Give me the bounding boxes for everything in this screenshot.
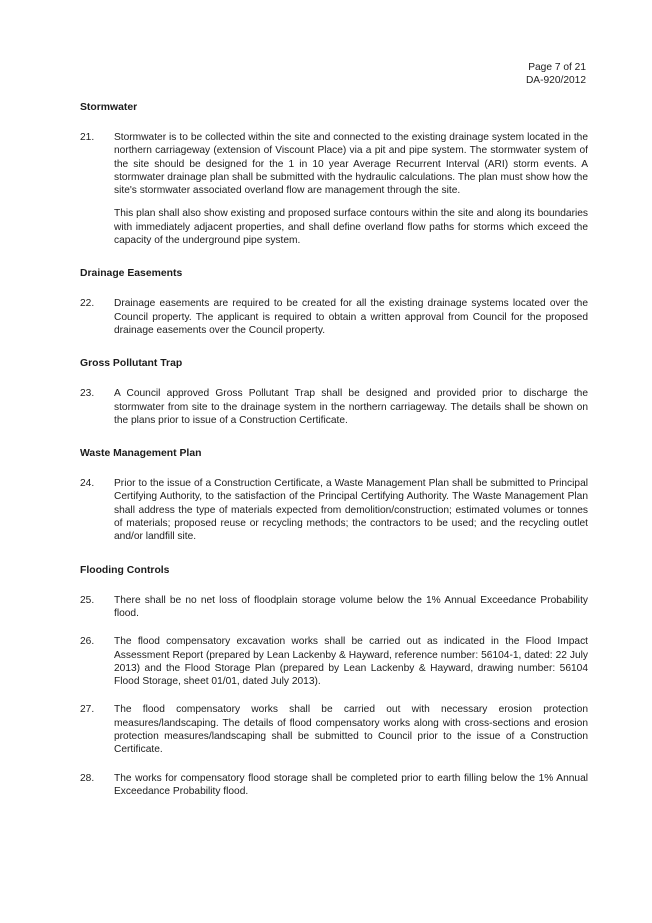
condition-item-23 <box>80 387 588 427</box>
condition-item-25 <box>80 594 588 621</box>
condition-text: The flood compensatory excavation works shall be carried out as indicated in the Flood Impact Assessment Report (prepared by Lean Lackenby & Hayward, reference number: 56104-1, dated: 22 July 2013) and the Flood Storage Plan (prepared by Lean Lackenby & Hayward, drawing number: 56104 Flood Storage, sheet 01/01, dated July 2013). <box>114 636 588 688</box>
condition-item-27 <box>80 703 588 756</box>
condition-number: 25. <box>80 594 95 606</box>
condition-number: 23. <box>80 388 95 400</box>
section-flooding-controls <box>80 564 588 799</box>
condition-number: 24. <box>80 478 95 490</box>
condition-text: Prior to the issue of a Construction Certificate, a Waste Management Plan shall be submitted to Principal Certifying Authority, to the satisfaction of the Principal Certifying Authority. The Waste Management Plan shall address the type of materials expected from demolition/construction; estimated volumes or tonnes of materials; proposed reuse or recycling methods; the contractors to be used; and the recycling outlet and/or landfill site. <box>114 478 588 543</box>
section-heading: Flooding Controls <box>80 564 170 576</box>
section-heading: Waste Management Plan <box>80 448 202 460</box>
condition-text: Drainage easements are required to be created for all the existing drainage systems located over the Council property. The applicant is required to obtain a written approval from Council for the proposed drainage easements over the Council property. <box>114 298 588 336</box>
document-body <box>80 101 588 798</box>
section-stormwater <box>80 101 588 247</box>
condition-item-22 <box>80 297 588 337</box>
condition-number: 27. <box>80 704 95 716</box>
condition-text: A Council approved Gross Pollutant Trap shall be designed and provided prior to discharge the stormwater from site to the drainage system in the northern carriageway. The details shall be shown on the plans prior to issue of a Construction Certificate. <box>114 388 588 426</box>
condition-item-26 <box>80 635 588 688</box>
condition-text: The works for compensatory flood storage shall be completed prior to earth filling below the 1% Annual Exceedance Probability flood. <box>114 772 588 797</box>
condition-number: 28. <box>80 772 95 784</box>
condition-number: 21. <box>80 132 95 143</box>
section-heading: Drainage Easements <box>80 268 183 280</box>
document-reference: DA-920/2012 <box>525 75 586 86</box>
condition-number: 22. <box>80 298 95 310</box>
condition-text: The flood compensatory works shall be carried out with necessary erosion protection measures/landscaping. The details of flood compensatory works along with cross-sections and erosion protection measures/landscaping shall be submitted to Council prior to the issue of a Construction Certificate. <box>114 704 588 756</box>
section-heading: Stormwater <box>80 102 138 113</box>
page-header <box>526 61 586 87</box>
condition-text: Stormwater is to be collected within the site and connected to the existing drainage system located in the northern carriageway (extension of Viscount Place) via a pit and pipe system. The stormwater system of the site should be designed for the 1 in 10 year Average Recurrent Interval (ARI) storm events. A stormwater drainage plan shall be submitted with the hydraulic calculations. The plan must show how the site's stormwater associated overland flow are management through the site. <box>114 132 588 197</box>
condition-item-28 <box>80 772 588 799</box>
page-number: Page 7 of 21 <box>528 62 586 73</box>
section-heading: Gross Pollutant Trap <box>80 358 183 370</box>
section-drainage-easements <box>80 267 588 337</box>
condition-item-21 <box>80 131 588 247</box>
section-gross-pollutant-trap <box>80 357 588 427</box>
condition-item-24 <box>80 477 588 543</box>
condition-text: There shall be no net loss of floodplain storage volume below the 1% Annual Exceedance Probability flood. <box>114 594 588 619</box>
condition-number: 26. <box>80 636 95 648</box>
condition-text: This plan shall also show existing and proposed surface contours within the site and along its boundaries with immediately adjacent properties, and shall define overland flow paths for storms which exceed the capacity of the underground pipe system. <box>114 208 588 247</box>
section-waste-management <box>80 447 588 543</box>
